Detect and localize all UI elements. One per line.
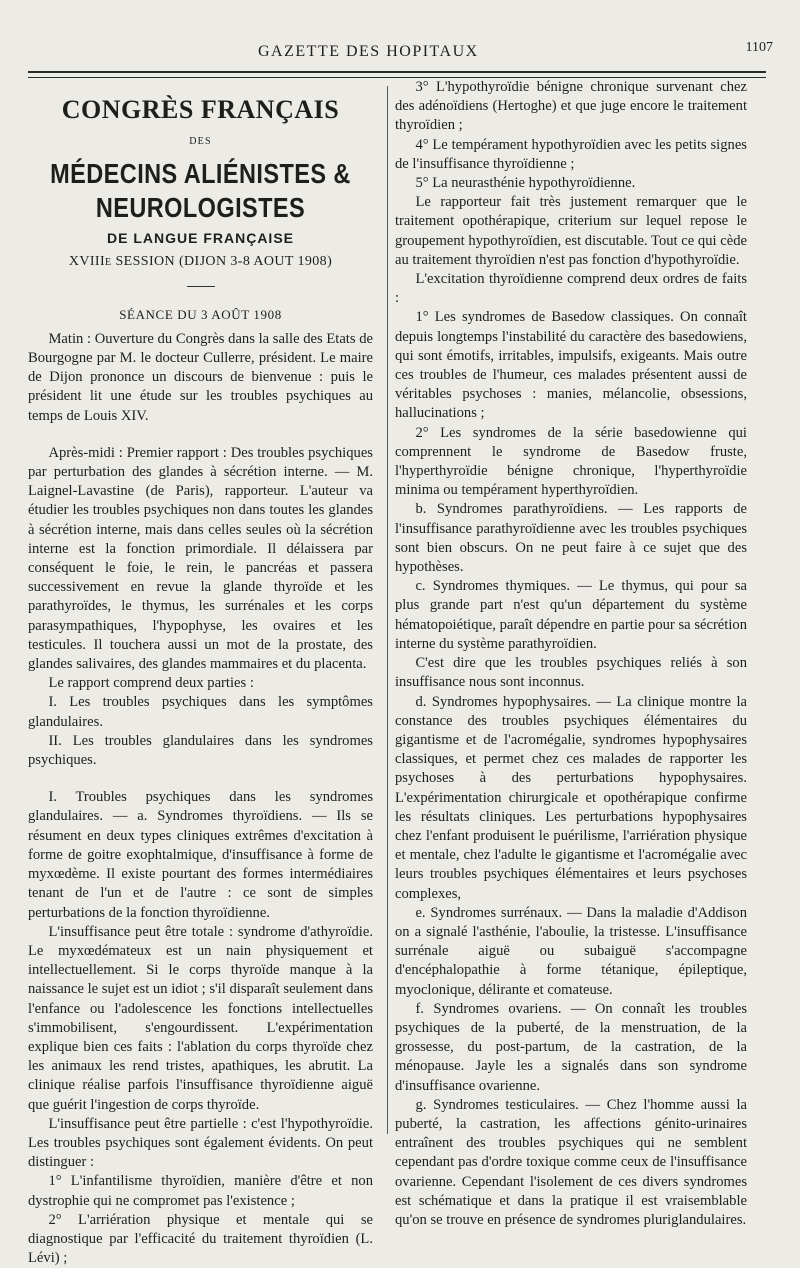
- paragraph: 1° L'infantilisme thyroïdien, manière d'être et non dystrophie qui ne compromet pas l'existence ;: [28, 1173, 373, 1209]
- paragraph: L'excitation thyroïdienne comprend deux ordres de faits :: [395, 271, 747, 307]
- paragraph: f. Syndromes ovariens. — On connaît les troubles psychiques de la puberté, de la menstruation, de la grossesse, du post-partum, de la castration, de la ménopause. Jayle les a signalés dans son syndrome d'insuffisance ovarienne.: [395, 1000, 747, 1094]
- right-column: [395, 78, 747, 1230]
- article-title-congres: CONGRÈS FRANÇAIS: [61, 95, 340, 124]
- paragraph: Le rapport comprend deux parties :: [48, 675, 254, 692]
- page-number: 1107: [745, 40, 773, 55]
- article-title-main: MÉDECINS ALIÉNISTES & NEUROLOGISTES: [50, 158, 351, 224]
- page-header: [28, 40, 773, 70]
- paragraph: b. Syndromes parathyroïdiens. — Les rapports de l'insuffisance parathyroïdienne avec les troubles psychiques sont bien obscurs. On ne peut faire à ce sujet que des hypothèses.: [395, 501, 747, 576]
- paragraph: 3° L'hypothyroïdie bénigne chronique survenant chez des adénoïdiens (Hertoghe) et que juge encore le traitement thyroïdien ;: [395, 79, 747, 134]
- paragraph: I. Troubles psychiques dans les syndromes glandulaires. — a. Syndromes thyroïdiens. — Ils se résument en deux types cliniques extrêmes d'excitation à forme de goitre exophtalmique, d'insuffisance à forme de myxœdème. Il existe pourtant des formes intermédiaires tenant de l'un et de l'autre : ce sont de simples perturbations de la fonction thyroïdienne.: [28, 789, 373, 921]
- journal-title: GAZETTE DES HOPITAUX: [258, 43, 479, 60]
- article-title-langue: DE LANGUE FRANÇAISE: [106, 230, 294, 247]
- paragraph: 5° La neurasthénie hypothyroïdienne.: [415, 175, 636, 192]
- paragraph: Matin : Ouverture du Congrès dans la salle des Etats de Bourgogne par M. le docteur Cullerre, président. Le maire de Dijon prononce un discours de bienvenue : puis le président lit une étude sur les troubles psychiques au temps de Louis XIV.: [28, 330, 373, 424]
- article-title-des: DES: [189, 136, 212, 147]
- paragraph: 1° Les syndromes de Basedow classiques. On connaît depuis longtemps l'instabilité du caractère des basedowiens, qui sont émotifs, irritables, impulsifs, exigeants. Mais outre ces troubles de l'humeur, ces malades présentent aussi de véritables psychoses : manies, mélancolie, obsessions, hallucinations ;: [395, 309, 747, 422]
- paragraph: c. Syndromes thymiques. — Le thymus, qui pour sa plus grande part n'est qu'un département du système hématopoiétique, paraît dépendre en partie pour sa sécrétion interne du système parathyroïdien.: [395, 578, 747, 652]
- paragraph: I. Les troubles psychiques dans les symptômes glandulaires.: [28, 694, 373, 730]
- column-divider: [387, 86, 388, 1134]
- header-rule-thick: [28, 71, 766, 73]
- paragraph: II. Les troubles glandulaires dans les syndromes psychiques.: [28, 732, 373, 769]
- paragraph: Après-midi : Premier rapport : Des troubles psychiques par perturbation des glandes à sécrétion interne. — M. Laignel-Lavastine (de Paris), rapporteur. L'auteur va étudier les troubles psychiques non dans toutes les glandes à sécrétion interne, mais dans celles seules où la sécrétion interne est la fonction primordiale. Il délaissera par conséquent le foie, le rein, le pancréas et passera successivement en revue la glande thyroïde et les parathyroïdes, le thymus, les surrénales et les corps parasympathiques, l'hypophyse, les ovaires et les testicules. Il touchera aussi un mot de la prostate, des glandes salivaires, des glandes mammaires et du placenta.: [28, 444, 373, 673]
- left-column: [28, 86, 373, 1268]
- title-separator: [187, 286, 215, 287]
- article-session: XVIIIe SESSION (DIJON 3-8 AOUT 1908): [68, 254, 333, 270]
- paragraph: Le rapporteur fait très justement remarquer que le traitement opothérapique, criterium sur lequel repose le groupement hypothyroïdien, est discutable. Tout ce qui cède au traitement thyroïdien n'est pas fonction d'hypothyroïdie.: [395, 194, 747, 268]
- paragraph: L'insuffisance peut être totale : syndrome d'athyroïdie. Le myxœdémateux est un nain physiquement et intellectuellement. Si le corps thyroïde manque à la naissance le sujet est un idiot ; s'il disparaît seulement dans l'enfance ou l'adolescence les fonctions intellectuelles s'immobilisent, s'engourdissent. L'expérimentation explique bien ces faits : l'ablation du corps thyroïde chez les animaux les rend tristes, apathiques, les abrutit. La clinique réalise parfois l'insuffisance thyroïdienne aiguë que guérit l'ingestion de corps thyroïde.: [28, 923, 373, 1113]
- paragraph: 4° Le tempérament hypothyroïdien avec les petits signes de l'insuffisance thyroïdienne ;: [395, 136, 747, 172]
- paragraph: 2° L'arriération physique et mentale qui se diagnostique par l'efficacité du traitement thyroïdien (L. Lévi) ;: [28, 1211, 373, 1267]
- paragraph: d. Syndromes hypophysaires. — La clinique montre la constance des troubles psychiques élémentaires du gigantisme et de l'acromégalie, syndromes hypophysaires classiques, et permet chez ces malades de rapporter les psychoses à des perturbations hypophysaires. L'expérimentation chirurgicale et opothérapique confirme les résultats cliniques. Les perturbations hypophysaires chez l'enfant produisent le puérilisme, l'arriération physique et mentale, chez l'adulte le gigantisme et l'acromégalie avec leurs troubles psychiques élémentaires et leurs psychoses complexes,: [395, 693, 747, 902]
- paragraph: 2° Les syndromes de la série basedowienne qui comprennent le syndrome de Basedow fruste, l'hyperthyroïdie bénigne chronique, l'hyperthyroïdie minima ou tempérament hyperthyroïdien.: [395, 424, 747, 499]
- seance-heading: SÉANCE DU 3 AOÛT 1908: [119, 306, 282, 322]
- paragraph: C'est dire que les troubles psychiques reliés à son insuffisance nous sont inconnus.: [395, 655, 747, 691]
- paragraph: e. Syndromes surrénaux. — Dans la maladie d'Addison on a signalé l'asthénie, l'aboulie, la tristesse. L'insuffisance surrénale aiguë ou subaiguë s'accompagne d'encéphalopathie à forme tétanique, épileptique, myoclonique, délirante et comateuse.: [395, 904, 747, 998]
- paragraph: g. Syndromes testiculaires. — Chez l'homme aussi la puberté, la castration, les affections génito-urinaires entraînent des troubles psychiques qui ne semblent cependant pas d'ordre toxique comme ceux de l'insuffisance ovarienne. Cependant l'isolement de ces divers syndromes est schématique et dans la pratique il est vraisemblable qu'on se trouve en présence de syndromes pluriglandulaires.: [395, 1096, 747, 1228]
- paragraph: L'insuffisance peut être partielle : c'est l'hypothyroïdie. Les troubles psychiques sont également évidents. On peut distinguer :: [28, 1115, 373, 1171]
